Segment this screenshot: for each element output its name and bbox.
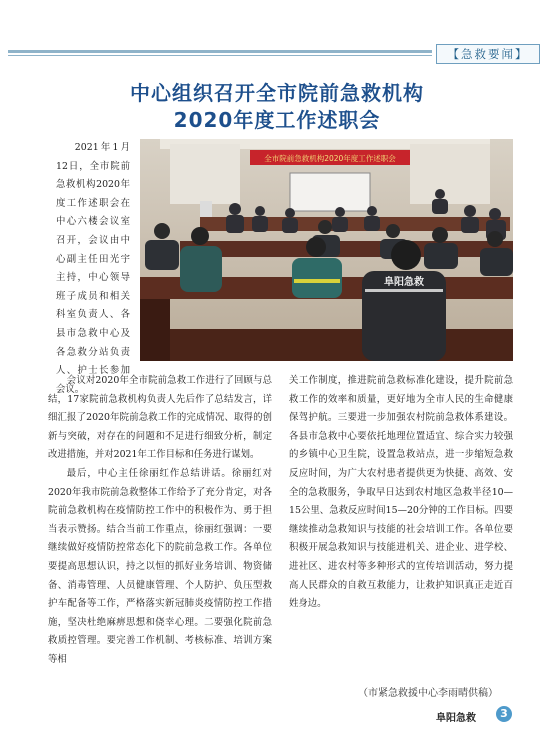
body-column-left bbox=[48, 372, 272, 670]
body-column-right bbox=[289, 372, 513, 614]
publication-name: 阜阳急救 bbox=[436, 713, 476, 724]
article-title-line-2: 2020年度工作述职会 bbox=[173, 108, 381, 132]
meeting-banner-text: 全市院前急救机构2020年度工作述职会 bbox=[264, 154, 396, 163]
meeting-photo bbox=[140, 139, 513, 361]
vest-text: 阜阳急救 bbox=[384, 277, 424, 288]
body-paragraph: 关工作制度，推进院前急救标准化建设，提升院前急救工作的效率和质量，更好地为全市人民的生命健康保驾护航。三要进一步加强农村院前急救体系建设。各县市急救中心要依托地理位置适宜、综合实力较强的乡镇中心卫生院，设置急救站点，进一步缩短急救反应时间，为广大农村患者提供更为快捷、高效、安全的急救服务，争取早日达到农村地区急救半径10—15公里、急救反应时间15—20分钟的工作目标。四要继续推动急救知识与技能的社会培训工作。各单位要积极开展急救知识与技能进机关、进企业、进学校、进社区、进农村等多种形式的宣传培训活动，努力提高人民群众的自救互救能力，让救护知识真正走近百姓身边。 bbox=[289, 375, 513, 610]
page-number: 3 bbox=[496, 706, 512, 722]
body-paragraph: 最后，中心主任徐丽红作总结讲话。徐丽红对2020年我市院前急救整体工作给予了充分肯定，对各院前急救机构在疫情防控工作中的积极作为、勇于担当表示赞扬。结合当前工作重点，徐丽红强调：一要继续做好疫情防控常态化下的院前急救工作。各单位要提高思想认识，持之以恒的抓好业务培训、物资储备、消毒管理、人员健康管理、个人防护、负压型救护车配备等工作，严格落实新冠肺炎疫情防控工作措施，坚决杜绝麻痹思想和侥幸心理。二要强化院前急救质控管理。要完善工作机制、考核标准、培训方案等相 bbox=[48, 467, 272, 665]
intro-paragraph: 2021年1月12日，全市院前急救机构2020年度工作述职会在中心六楼会议室召开，会议由中心副主任田光宇主持，中心领导班子成员和相关科室负责人、各县市急救中心及各急救分站负责人、护士长参加会议。 bbox=[56, 142, 130, 395]
section-label: 【急救要闻】 bbox=[436, 44, 540, 64]
article-title-line-1: 中心组织召开全市院前急救机构 bbox=[130, 81, 424, 105]
header-rule bbox=[8, 50, 432, 58]
article-credit: （市紧急救援中心李雨晴供稿） bbox=[358, 688, 498, 699]
body-paragraph: 会议对2020年全市院前急救工作进行了回顾与总结，17家院前急救机构负责人先后作了总结发言，详细汇报了2020年院前急救工作的完成情况、取得的创新与突破，对存在的问题和不足进行细致分析，制定改进措施，并对2021年工作目标和任务进行谋划。 bbox=[48, 375, 272, 461]
